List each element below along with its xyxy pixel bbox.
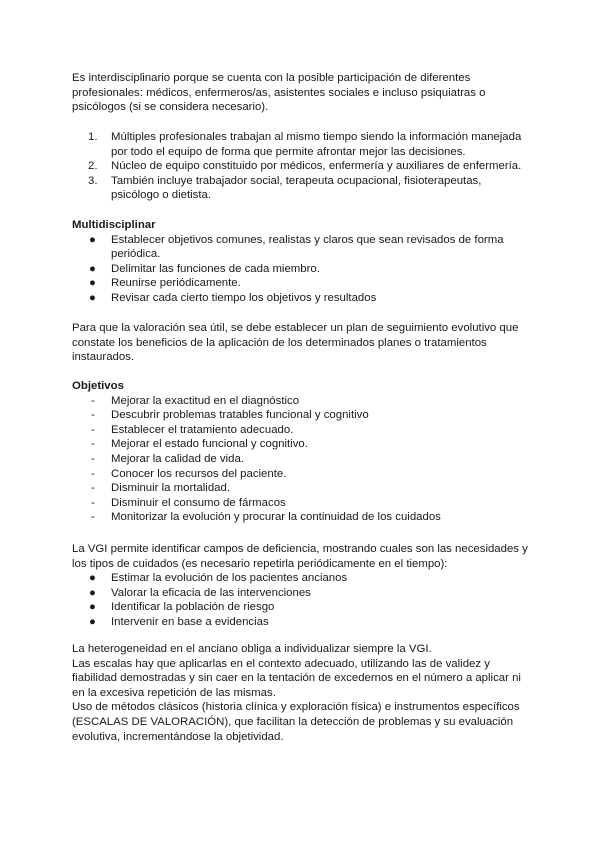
dash-item bbox=[72, 481, 532, 496]
bullet-item-text: Identificar la población de riesgo bbox=[111, 601, 275, 614]
bullet-item-text: Intervenir en base a evidencias bbox=[111, 615, 269, 628]
bullet-item-text: Establecer objetivos comunes, realistas y claros que sean revisados de forma periódica. bbox=[111, 233, 504, 261]
bullet-item bbox=[72, 233, 532, 262]
dash-item-text: Mejorar la calidad de vida. bbox=[111, 452, 244, 465]
bullet-item-text: Delimitar las funciones de cada miembro. bbox=[111, 262, 320, 275]
bullet-item bbox=[72, 276, 532, 291]
bullet-icon: ● bbox=[89, 262, 96, 275]
bullet-icon: ● bbox=[89, 601, 96, 614]
closing-paragraph: La heterogeneidad en el anciano obliga a individualizar siempre la VGI. bbox=[72, 643, 432, 655]
closing-section bbox=[72, 642, 532, 744]
dash-marker: - bbox=[91, 423, 95, 436]
multidisciplinar-heading: Multidisciplinar bbox=[72, 219, 156, 231]
bullet-item bbox=[72, 600, 532, 615]
valoracion-paragraph: Para que la valoración sea útil, se debe establecer un plan de seguimiento evolutivo que constate los beneficios de la aplicación de los determinados planes o tratamientos instaurados. bbox=[72, 322, 519, 364]
dash-item bbox=[72, 467, 532, 482]
dash-item-text: Mejorar el estado funcional y cognitivo. bbox=[111, 438, 308, 451]
bullet-item bbox=[72, 262, 532, 277]
closing-paragraph: Las escalas hay que aplicarlas en el contexto adecuado, utilizando las de validez y fiabilidad demostradas y sin caer en la tentación de excedernos en el número a aplicar ni en la excesiva repetición de las mismas. bbox=[72, 657, 521, 699]
dash-marker: - bbox=[91, 409, 95, 422]
objetivos-heading: Objetivos bbox=[72, 380, 124, 392]
numbered-item bbox=[72, 174, 532, 203]
dash-item-text: Descubrir problemas tratables funcional y cognitivo bbox=[111, 409, 369, 422]
dash-item bbox=[72, 510, 532, 525]
vgi-paragraph: La VGI permite identificar campos de deficiencia, mostrando cuales son las necesidades y los tipos de cuidados (es necesario repetirla periódicamente en el tiempo): bbox=[72, 543, 528, 570]
dash-item bbox=[72, 408, 532, 423]
bullet-item bbox=[72, 571, 532, 586]
list-number: 1. bbox=[88, 131, 98, 143]
list-number: 3. bbox=[88, 174, 98, 187]
multidisciplinar-section bbox=[72, 218, 532, 306]
bullet-icon: ● bbox=[89, 277, 96, 290]
list-number: 2. bbox=[88, 160, 98, 173]
dash-marker: - bbox=[91, 438, 95, 451]
numbered-item-text: Múltiples profesionales trabajan al mismo tiempo siendo la información manejada por todo el equipo de forma que permite afrontar mejor las decisiones. bbox=[111, 131, 522, 158]
numbered-item-text: También incluye trabajador social, terapeuta ocupacional, fisioterapeutas, psicólogo o dietista. bbox=[111, 174, 482, 202]
vgi-list bbox=[72, 571, 532, 629]
dash-marker: - bbox=[91, 452, 95, 465]
dash-item-text: Disminuir la mortalidad. bbox=[111, 482, 231, 495]
bullet-item-text: Reunirse periódicamente. bbox=[111, 277, 241, 290]
dash-item bbox=[72, 496, 532, 511]
dash-item-text: Disminuir el consumo de fármacos bbox=[111, 496, 286, 509]
numbered-item bbox=[72, 159, 532, 174]
valoracion-section bbox=[72, 321, 532, 365]
dash-marker: - bbox=[91, 496, 95, 509]
bullet-icon: ● bbox=[89, 615, 96, 628]
dash-item bbox=[72, 394, 532, 409]
dash-item-text: Mejorar la exactitud en el diagnóstico bbox=[111, 394, 300, 407]
bullet-item bbox=[72, 291, 532, 306]
dash-item bbox=[72, 452, 532, 467]
numbered-item-text: Núcleo de equipo constituido por médicos, enfermería y auxiliares de enfermería. bbox=[111, 160, 522, 173]
dash-item-text: Monitorizar la evolución y procurar la continuidad de los cuidados bbox=[111, 511, 441, 524]
bullet-icon: ● bbox=[89, 572, 96, 585]
dash-marker: - bbox=[91, 482, 95, 495]
intro-paragraph: Es interdisciplinario porque se cuenta con la posible participación de diferentes profesionales: médicos, enfermeros/as, asistentes sociales e incluso psiquiatras o psicólogos (si se considera necesario). bbox=[72, 72, 486, 114]
numbered-list bbox=[72, 130, 532, 203]
dash-item-text: Establecer el tratamiento adecuado. bbox=[111, 423, 294, 436]
numbered-item bbox=[72, 130, 532, 159]
intro-section bbox=[72, 71, 532, 115]
vgi-section bbox=[72, 542, 532, 630]
bullet-icon: ● bbox=[89, 291, 96, 304]
bullet-item-text: Valorar la eficacia de las intervenciones bbox=[111, 586, 311, 599]
dash-marker: - bbox=[91, 394, 95, 407]
dash-item bbox=[72, 423, 532, 438]
dash-item-text: Conocer los recursos del paciente. bbox=[111, 467, 287, 480]
bullet-item bbox=[72, 586, 532, 601]
dash-item bbox=[72, 437, 532, 452]
numbered-section bbox=[72, 130, 532, 203]
objetivos-list bbox=[72, 394, 532, 525]
objetivos-section bbox=[72, 379, 532, 525]
bullet-item-text: Estimar la evolución de los pacientes ancianos bbox=[111, 572, 348, 585]
bullet-icon: ● bbox=[89, 233, 96, 246]
closing-paragraph: Uso de métodos clásicos (historia clínica y exploración física) e instrumentos específicos (ESCALAS DE VALORACIÓN), que facilitan la detección de problemas y su evaluación evolutiva, incrementándose la objetividad. bbox=[72, 701, 520, 743]
bullet-item bbox=[72, 615, 532, 630]
dash-marker: - bbox=[91, 511, 95, 524]
bullet-item-text: Revisar cada cierto tiempo los objetivos y resultados bbox=[111, 291, 377, 304]
dash-marker: - bbox=[91, 467, 95, 480]
bullet-icon: ● bbox=[89, 586, 96, 599]
multidisciplinar-list bbox=[72, 233, 532, 306]
